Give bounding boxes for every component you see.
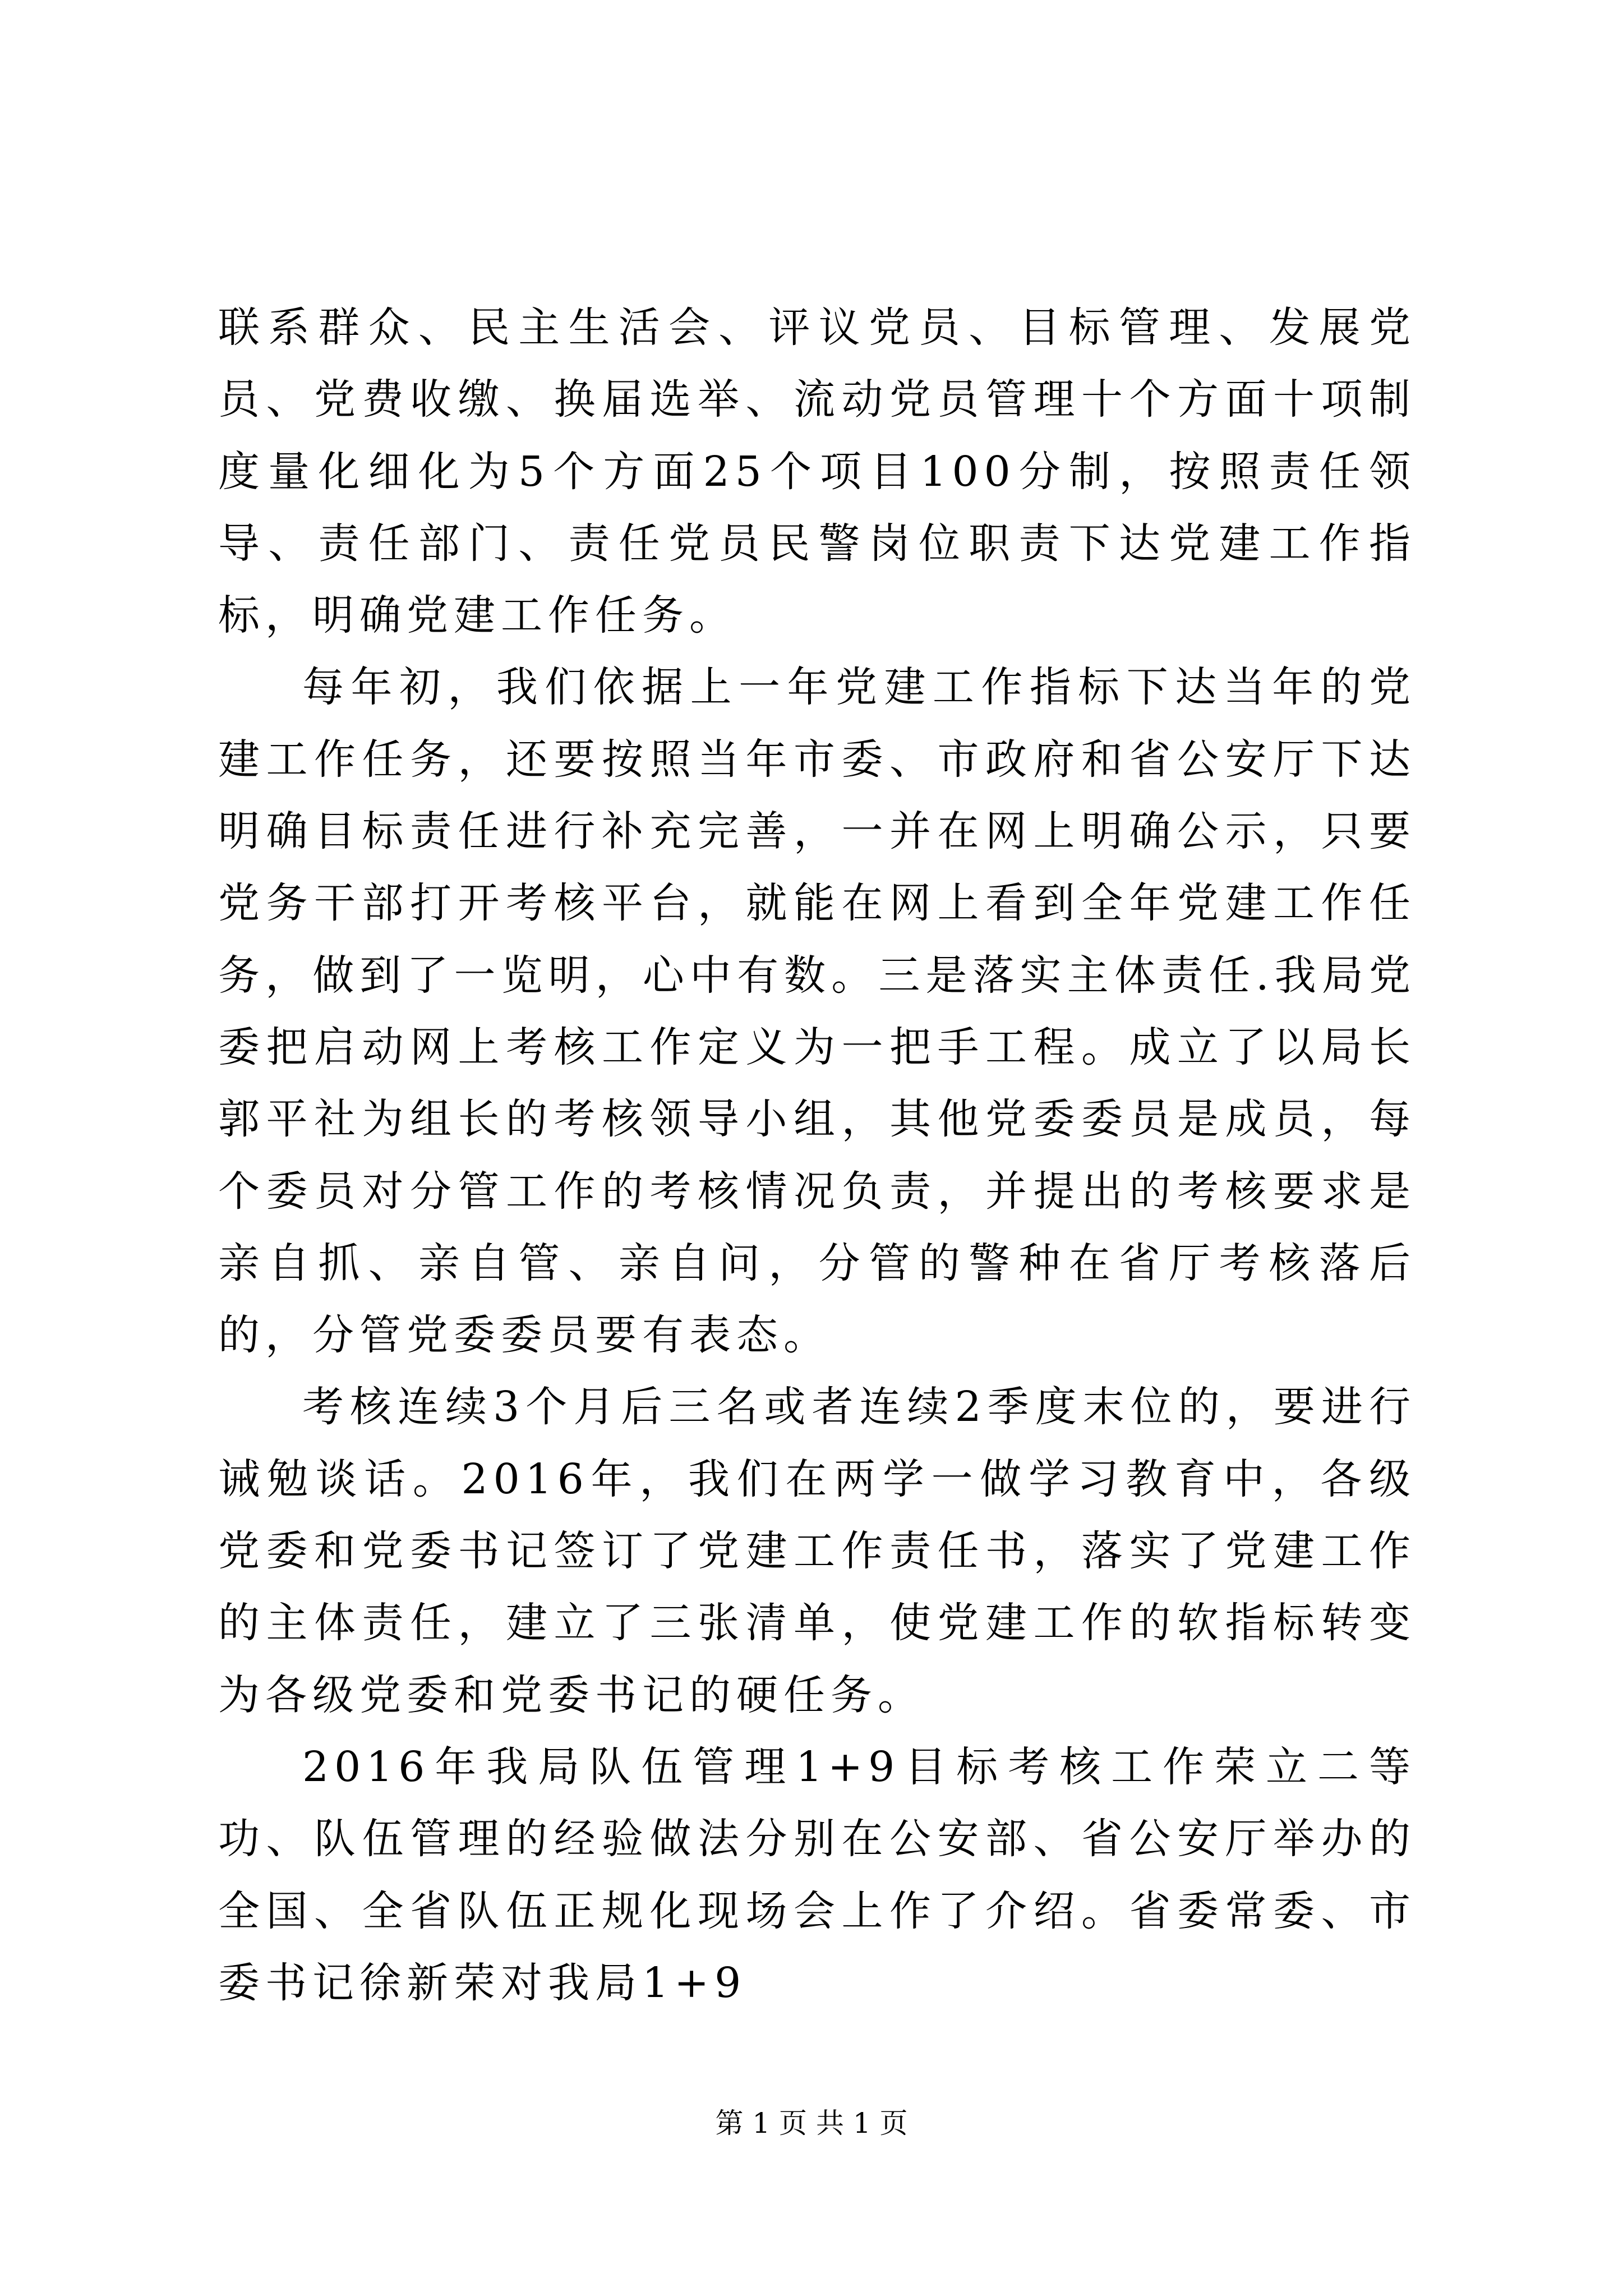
paragraph-4: 2016年我局队伍管理1+9目标考核工作荣立二等功、队伍管理的经验做法分别在公安部、省公安厅举办的全国、全省队伍正规化现场会上作了介绍。省委常委、市委书记徐新荣对我局1+9 (218, 1742, 1416, 2007)
body-text (218, 292, 1416, 2019)
paragraph-3: 考核连续3个月后三名或者连续2季度末位的，要进行诫勉谈话。2016年，我们在两学一做学习教育中，各级党委和党委书记签订了党建工作责任书，落实了党建工作的主体责任，建立了三张清单，使党建工作的软指标转变为各级党委和党委书记的硬任务。 (218, 1383, 1416, 1719)
paragraph-2: 每年初，我们依据上一年党建工作指标下达当年的党建工作任务，还要按照当年市委、市政府和省公安厅下达明确目标责任进行补充完善，一并在网上明确公示，只要党务干部打开考核平台，就能在网上看到全年党建工作任务，做到了一览明，心中有数。三是落实主体责任.我局党委把启动网上考核工作定义为一把手工程。成立了以局长郭平社为组长的考核领导小组，其他党委委员是成员，每个委员对分管工作的考核情况负责，并提出的考核要求是亲自抓、亲自管、亲自问，分管的警种在省厅考核落后的，分管党委委员要有表态。 (218, 663, 1416, 1360)
paragraph-1: 联系群众、民主生活会、评议党员、目标管理、发展党员、党费收缴、换届选举、流动党员管理十个方面十项制度量化细化为5个方面25个项目100分制，按照责任领导、责任部门、责任党员民警岗位职责下达党建工作指标，明确党建工作任务。 (218, 303, 1416, 640)
page-number-footer: 第 1 页 共 1 页 (715, 2107, 908, 2139)
